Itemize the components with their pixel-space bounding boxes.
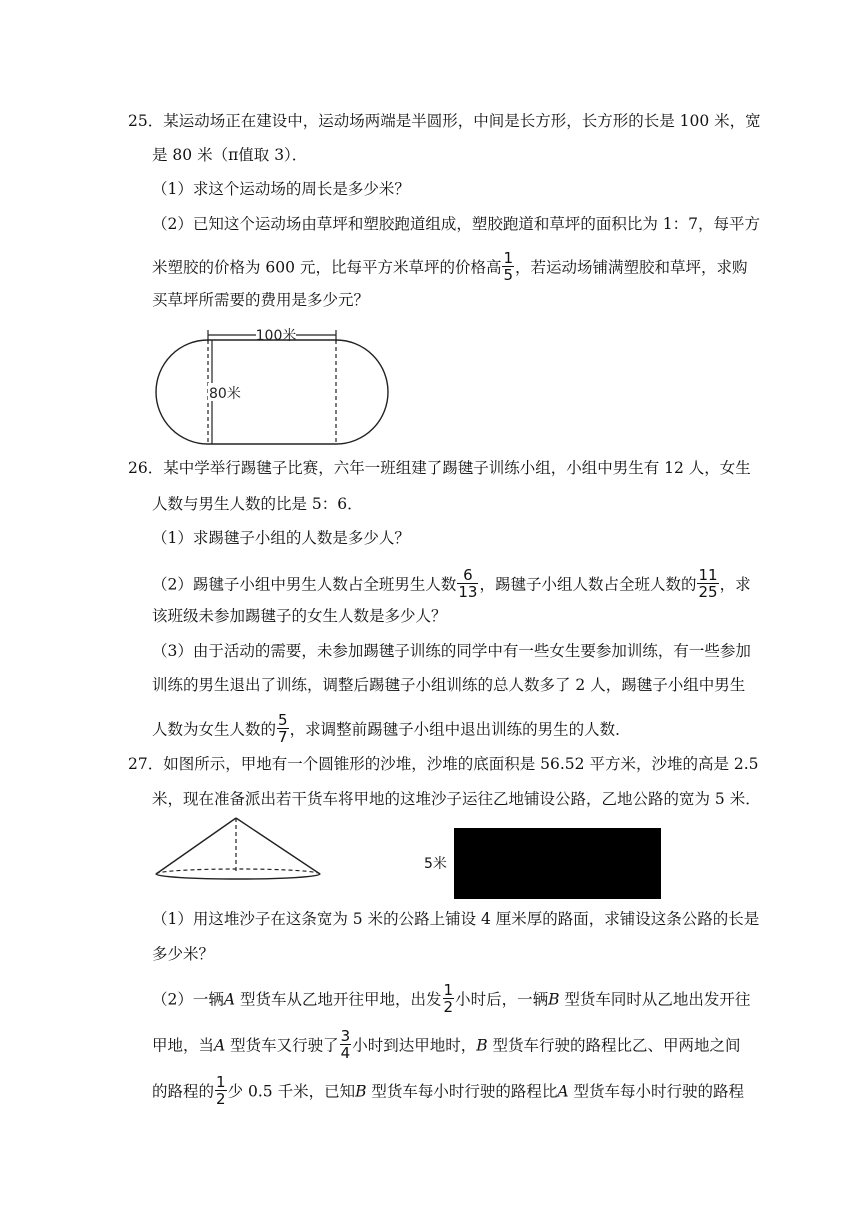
q25-part-2-line-3: 买草坪所需要的费用是多少元？ xyxy=(152,291,370,309)
fraction-numerator: 6 xyxy=(463,566,473,584)
q26-part-2-line-1 xyxy=(152,566,751,602)
width-label: 80米 xyxy=(209,386,241,402)
fraction xyxy=(457,567,478,600)
q27-part-1-line-1: （1）用这堆沙子在这条宽为 5 米的公路上铺设 4 厘米厚的路面，求铺设这条公路的长是 xyxy=(152,910,760,928)
q26-part-3-line-3 xyxy=(152,711,631,747)
fraction-denominator: 13 xyxy=(458,583,478,601)
text-segment: 型货车从乙地开往甲地，出发 xyxy=(235,990,442,1009)
text-segment: 小时后，一辆 xyxy=(455,990,549,1009)
text-segment: 甲地，当 xyxy=(152,1036,215,1055)
fraction-denominator: 4 xyxy=(340,1044,351,1062)
q26-part-3-line-2: 训练的男生退出了训练，调整后踢毽子小组训练的总人数多了 2 人，踢毽子小组中男生 xyxy=(152,676,746,694)
q27-line-2: 米，现在准备派出若干货车将甲地的这堆沙子运往乙地铺设公路，乙地公路的宽为 5 米． xyxy=(152,790,761,808)
fraction-denominator: 5 xyxy=(503,266,513,284)
variable-a: A xyxy=(214,1036,226,1055)
stadium-outline xyxy=(156,340,388,444)
stadium-figure xyxy=(150,322,400,452)
fraction-denominator: 7 xyxy=(278,728,288,746)
text-segment: 少 0.5 千米，已知 xyxy=(227,1082,356,1101)
q27-part-1-line-2: 多少米？ xyxy=(152,945,215,963)
text-segment: 型货车行驶的路程比乙、甲两地之间 xyxy=(487,1036,741,1055)
text-segment: （2）一辆 xyxy=(152,990,224,1009)
variable-b: B xyxy=(476,1036,488,1055)
q25-part-2-line-2 xyxy=(152,249,748,285)
text-segment: 型货车同时从乙地出发开往 xyxy=(559,990,751,1009)
text-segment: ，求 xyxy=(719,575,751,594)
length-label: 100米 xyxy=(255,328,297,344)
fraction-numerator: 1 xyxy=(503,249,513,267)
cone-right-edge xyxy=(236,818,320,874)
fraction-denominator: 2 xyxy=(216,1090,226,1108)
fraction-denominator: 25 xyxy=(698,583,718,601)
q27-part-2-line-3 xyxy=(152,1073,745,1109)
variable-b: B xyxy=(355,1082,367,1101)
fraction-numerator: 3 xyxy=(340,1027,351,1045)
text-segment: 型货车每小时行驶的路程比 xyxy=(366,1082,558,1101)
fraction-numerator: 5 xyxy=(278,711,288,729)
text-segment: （2）踢毽子小组中男生人数占全班男生人数 xyxy=(152,575,457,594)
cone-base-back xyxy=(156,869,320,874)
q25-part-1: （1）求这个运动场的周长是多少米？ xyxy=(152,180,410,198)
text-segment: 小时到达甲地时， xyxy=(352,1036,477,1055)
q26-part-3-line-1: （3）由于活动的需要，未参加踢毽子训练的同学中有一些女生要参加训练，有一些参加 xyxy=(152,642,751,660)
variable-a: A xyxy=(557,1082,569,1101)
cone-base-front xyxy=(156,874,320,879)
road-width-label: 5米 xyxy=(424,856,447,872)
variable-b: B xyxy=(548,990,560,1009)
cone-figure xyxy=(150,812,330,887)
q25-line-1: 25．某运动场正在建设中，运动场两端是半圆形，中间是长方形，长方形的长是 100 米，宽 xyxy=(128,112,761,130)
text-segment: ，踢毽子小组人数占全班人数的 xyxy=(479,575,697,594)
fraction-denominator: 2 xyxy=(443,998,454,1016)
q27-part-2-line-1 xyxy=(152,981,751,1017)
fraction-numerator: 1 xyxy=(443,981,454,999)
q26-part-2-line-2: 该班级未参加踢毽子的女生人数是多少人？ xyxy=(152,607,447,625)
variable-a: A xyxy=(223,990,236,1009)
fraction xyxy=(697,567,718,600)
q27-line-1: 27．如图所示，甲地有一个圆锥形的沙堆，沙堆的底面积是 56.52 平方米，沙堆的高是 2.5 xyxy=(128,755,759,773)
road-rectangle xyxy=(454,828,661,899)
fraction xyxy=(443,982,455,1015)
fraction xyxy=(277,712,289,745)
fraction xyxy=(502,250,514,283)
fraction xyxy=(215,1074,227,1107)
text-segment: ，若运动场铺满塑胶和草坪，求购 xyxy=(515,258,748,277)
q25-part-2-line-1: （2）已知这个运动场由草坪和塑胶跑道组成，塑胶跑道和草坪的面积比为 1：7，每平方 xyxy=(152,215,761,233)
fraction-numerator: 1 xyxy=(216,1073,226,1091)
text-segment: 的路程的 xyxy=(152,1082,215,1101)
q26-line-1: 26．某中学举行踢毽子比赛，六年一班组建了踢毽子训练小组，小组中男生有 12 人，女生 xyxy=(128,459,751,477)
fraction xyxy=(340,1028,352,1061)
q27-part-2-line-2 xyxy=(152,1027,741,1063)
text-segment: 米塑胶的价格为 600 元，比每平方米草坪的价格高 xyxy=(152,258,502,277)
text-segment: 型货车每小时行驶的路程 xyxy=(568,1082,745,1101)
text-segment: ，求调整前踢毽子小组中退出训练的男生的人数． xyxy=(289,720,631,739)
fraction-numerator: 11 xyxy=(698,566,718,584)
q26-part-1: （1）求踢毽子小组的人数是多少人？ xyxy=(152,529,410,547)
text-segment: 型货车又行驶了 xyxy=(225,1036,339,1055)
q25-line-2: 是 80 米（π值取 3）． xyxy=(152,146,308,164)
q26-line-2: 人数与男生人数的比是 5：6． xyxy=(152,495,363,513)
cone-left-edge xyxy=(156,818,236,874)
text-segment: 人数为女生人数的 xyxy=(152,720,277,739)
